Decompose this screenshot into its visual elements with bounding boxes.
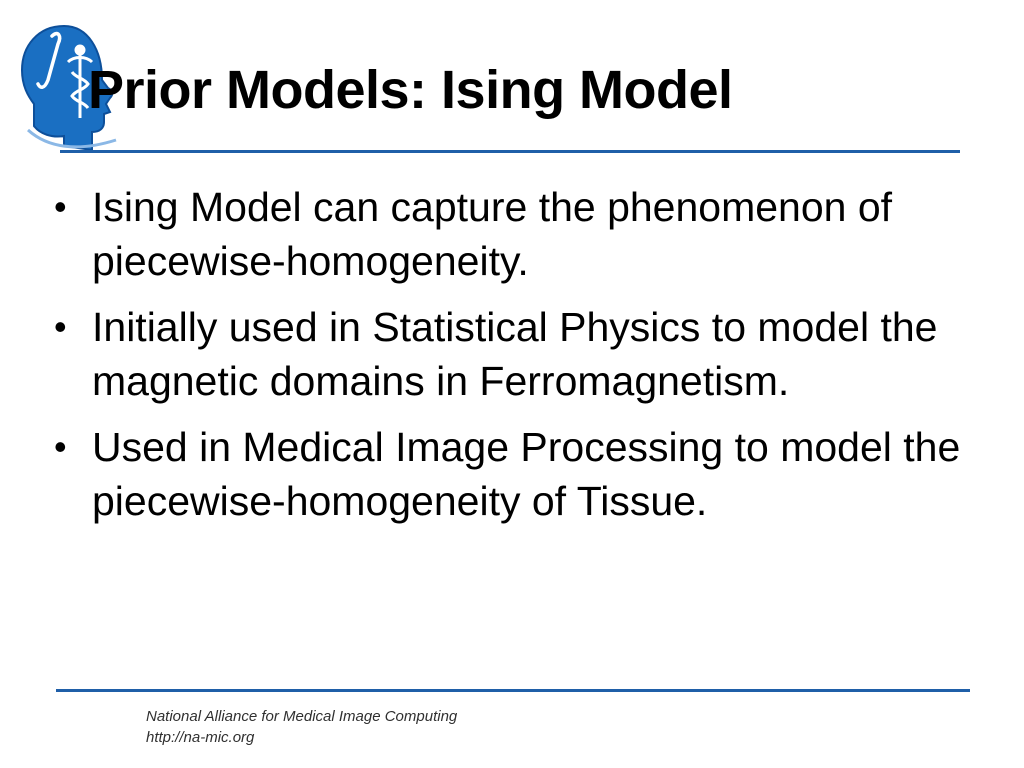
bullet-icon: • [54, 426, 67, 467]
bullet-item [54, 420, 964, 528]
bullet-list [54, 180, 964, 540]
bullet-text: Used in Medical Image Processing to model the piecewise-homogeneity of Tissue. [92, 424, 961, 524]
bullet-text: Initially used in Statistical Physics to model the magnetic domains in Ferromagnetism. [92, 304, 938, 404]
slide-title: Prior Models: Ising Model [88, 60, 733, 120]
footer [146, 706, 457, 748]
bullet-item [54, 300, 964, 408]
bullet-item [54, 180, 964, 288]
footer-org-name: National Alliance for Medical Image Computing [146, 708, 458, 725]
bullet-icon: • [54, 306, 67, 347]
bullet-text: Ising Model can capture the phenomenon of piecewise-homogeneity. [92, 184, 893, 284]
footer-url: http://na-mic.org [146, 729, 255, 746]
bullet-icon: • [54, 186, 67, 227]
title-divider [60, 150, 960, 153]
footer-divider [56, 689, 970, 692]
